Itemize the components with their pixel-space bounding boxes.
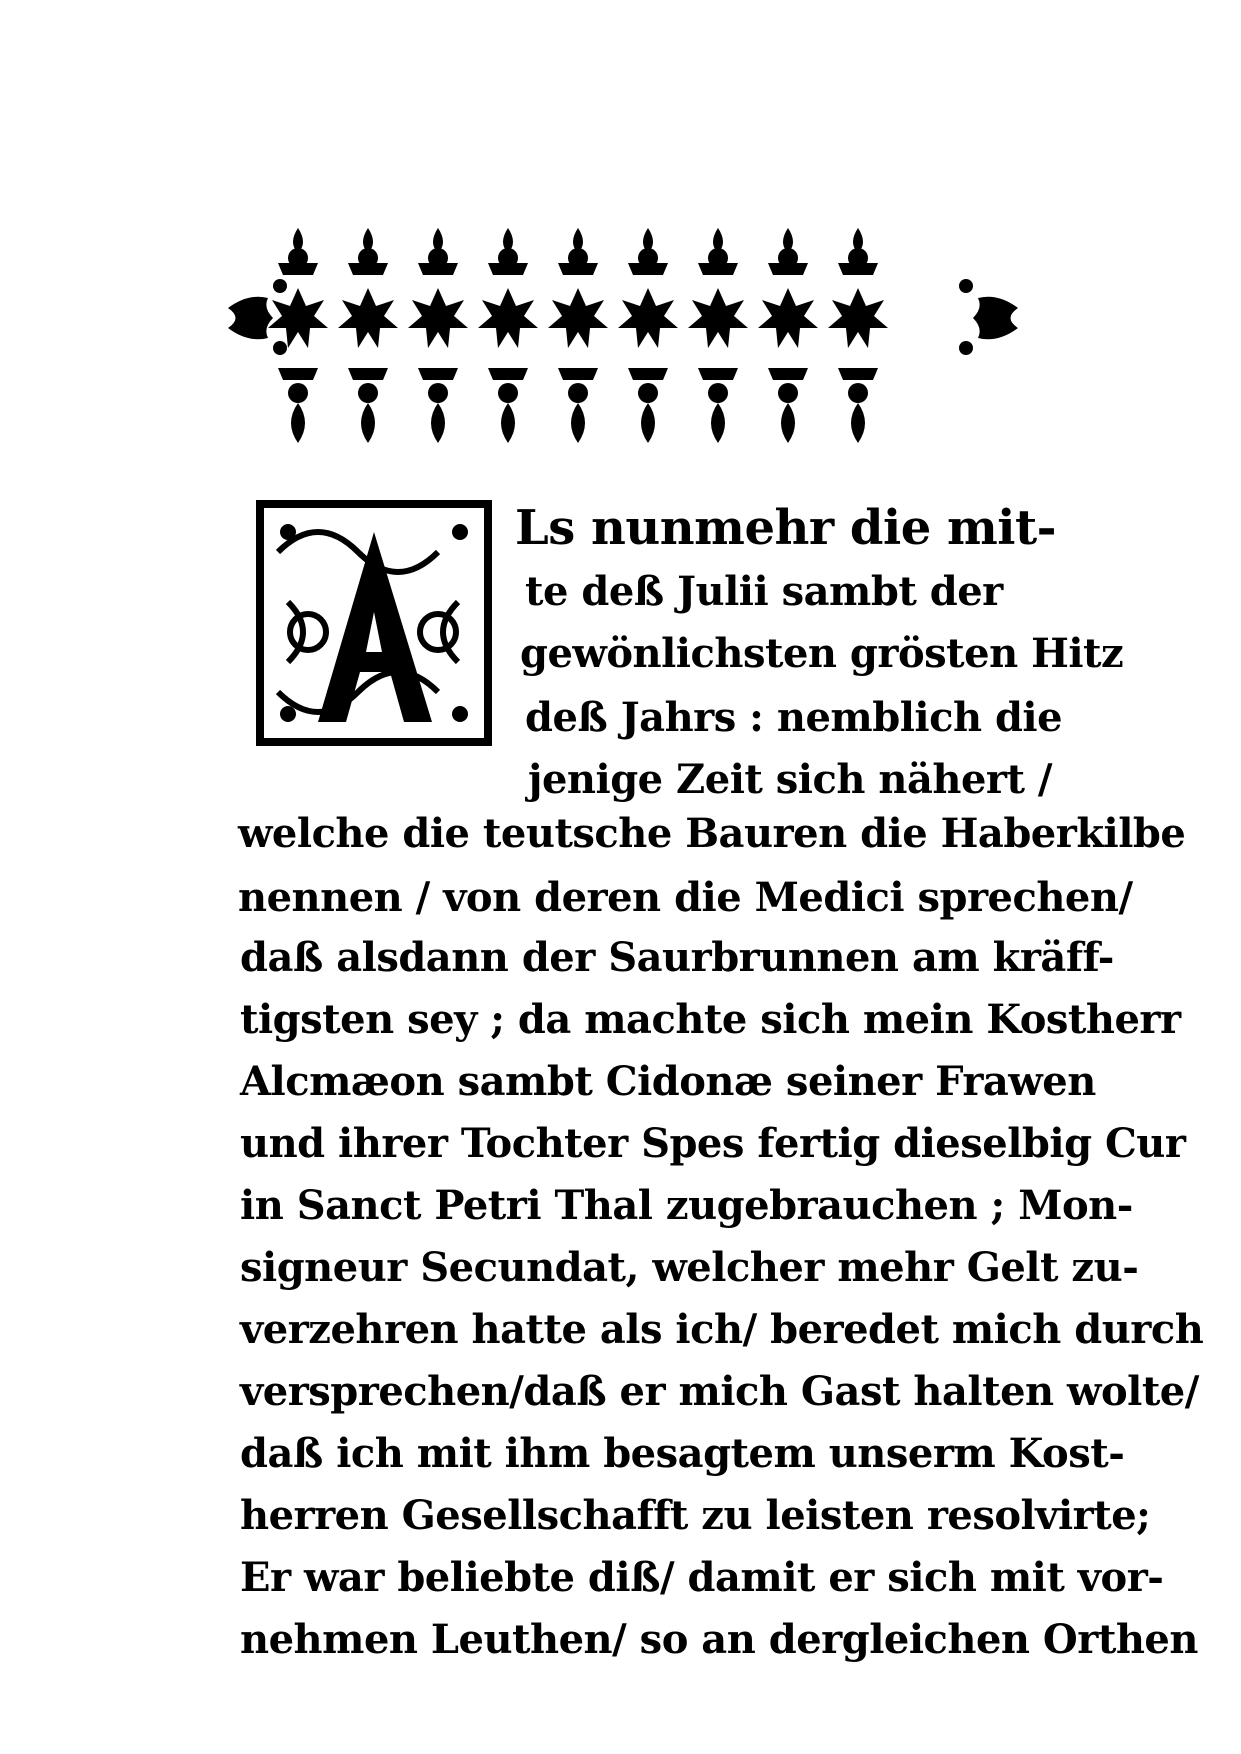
text-line: verzehren hatte als ich/ beredet mich durch	[240, 1306, 1204, 1353]
decorated-initial	[248, 492, 500, 754]
text-line: nehmen Leuthen/ so an dergleichen Orthen	[240, 1616, 1198, 1663]
text-line: daß ich mit ihm besagtem unserm Kost-	[240, 1430, 1125, 1477]
text-line: Er war beliebte diß/ damit er sich mit vor-	[240, 1554, 1164, 1601]
text-line: und ihrer Tochter Spes fertig dieselbig Cur	[240, 1120, 1186, 1167]
text-line: in Sanct Petri Thal zugebrauchen ; Mon-	[240, 1182, 1133, 1229]
text-line: signeur Secundat, welcher mehr Gelt zu-	[240, 1244, 1139, 1291]
text-line: versprechen/daß er mich Gast halten wolte/	[240, 1368, 1199, 1415]
text-line: gewönlichsten grösten Hitz	[520, 630, 1124, 677]
text-line: te deß Julii sambt der	[525, 568, 1003, 615]
svg-text:A: A	[373, 742, 375, 743]
text-line: welche die teutsche Bauren die Haberkilbe	[238, 810, 1186, 857]
text-line: jenige Zeit sich nähert /	[528, 756, 1052, 803]
text-line: Alcmæon sambt Cidonæ seiner Frawen	[240, 1058, 1096, 1105]
text-line: herren Gesellschafft zu leisten resolvirte;	[240, 1492, 1151, 1539]
text-line: Ls nunmehr die mit-	[515, 500, 1057, 556]
ornament-headpiece	[228, 208, 1018, 458]
text-line: deß Jahrs : nemblich die	[525, 694, 1063, 741]
text-line: nennen / von deren die Medici sprechen/	[238, 874, 1133, 921]
text-line: daß alsdann der Saurbrunnen am kräff-	[240, 934, 1114, 981]
text-line: tigsten sey ; da machte sich mein Kostherr	[240, 996, 1181, 1043]
